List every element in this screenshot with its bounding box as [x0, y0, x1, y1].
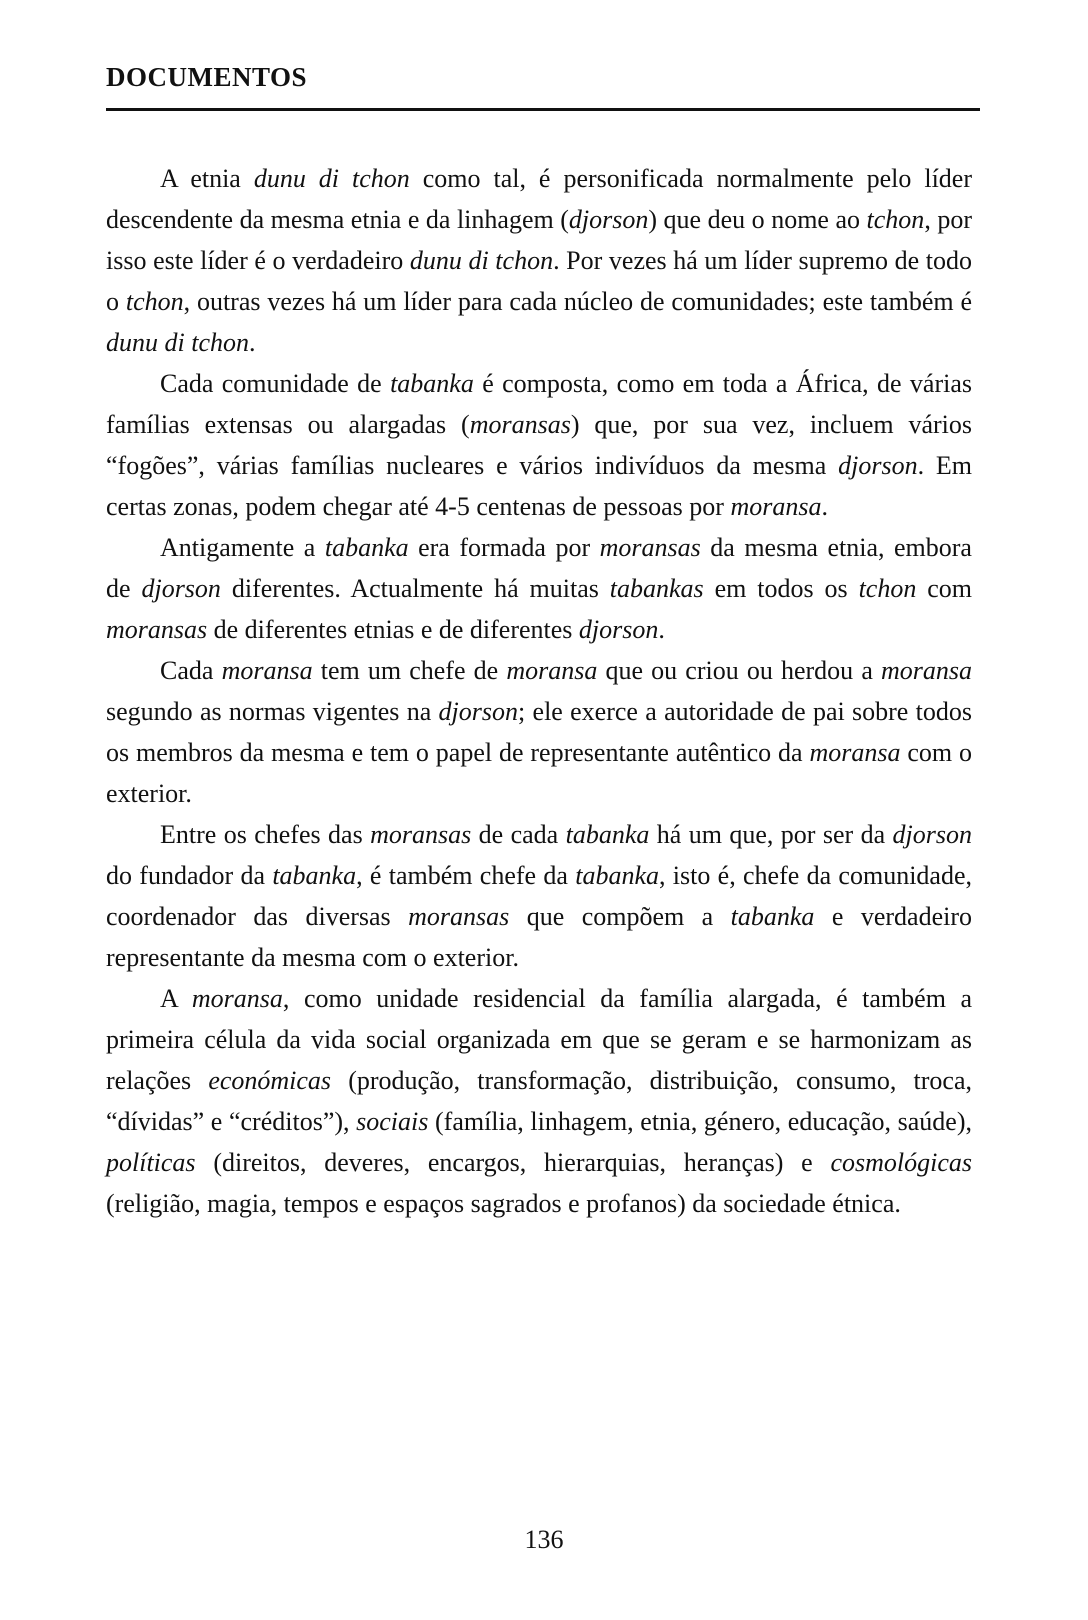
text-run: Entre os chefes das — [160, 820, 371, 849]
text-run: , por isso este líder é o verdadeiro — [106, 205, 972, 275]
italic-term: djorson — [141, 574, 221, 603]
italic-term: políticas — [106, 1148, 196, 1177]
text-run: era formada por — [408, 533, 600, 562]
text-run: A etnia — [160, 164, 254, 193]
italic-term: sociais — [356, 1107, 429, 1136]
text-run: que compõem a — [509, 902, 731, 931]
text-run: segundo as normas vigentes na — [106, 697, 439, 726]
italic-term: dunu di tchon — [253, 164, 410, 193]
text-run: , isto é, chefe da comunidade, coordenador das diversas — [106, 861, 972, 931]
italic-term: tabankas — [609, 574, 704, 603]
text-run: da mesma etnia, embora de — [106, 533, 972, 603]
italic-term: djorson — [568, 205, 649, 234]
italic-term: tabanka — [575, 861, 659, 890]
italic-term: tabanka — [324, 533, 409, 562]
text-run: tem um chefe de — [312, 656, 507, 685]
text-run: como tal, é personificada normalmente pelo líder descendente da mesma etnia e da linhagem ( — [106, 164, 972, 234]
text-run: de diferentes etnias e de diferentes — [207, 615, 579, 644]
paragraph — [106, 650, 972, 814]
text-run: e verdadeiro representante da mesma com o exterior. — [106, 902, 973, 972]
italic-term: económicas — [208, 1066, 332, 1095]
italic-term: moransas — [106, 615, 208, 644]
text-run: é composta, como em toda a África, de várias famílias extensas ou alargadas ( — [106, 369, 972, 439]
paragraph — [106, 363, 972, 527]
running-title: DOCUMENTOS — [106, 62, 308, 92]
paragraph — [106, 978, 972, 1224]
italic-term: djorson — [578, 615, 659, 644]
text-run: , é também chefe da — [356, 861, 576, 890]
italic-term: moransas — [370, 820, 472, 849]
text-run: que ou criou ou herdou a — [597, 656, 881, 685]
header-rule — [106, 108, 980, 111]
text-run: (produção, transformação, distribuição, consumo, troca, “dívidas” e “créditos”), — [106, 1066, 972, 1136]
text-run: , outras vezes há um líder para cada núcleo de comunidades; este também é — [183, 287, 973, 316]
text-run: A — [160, 984, 192, 1013]
text-run: . Por vezes há um líder supremo de todo o — [106, 246, 972, 316]
text-run: há um que, por ser da — [649, 820, 893, 849]
italic-term: moransa — [191, 984, 283, 1013]
italic-term: moransas — [599, 533, 701, 562]
italic-term: dunu di tchon — [106, 328, 249, 357]
italic-term: djorson — [892, 820, 972, 849]
italic-term: moransa — [881, 656, 973, 685]
text-run: com — [916, 574, 973, 603]
text-run: (direitos, deveres, encargos, hierarquias, heranças) e — [195, 1148, 831, 1177]
paragraph — [106, 158, 972, 363]
text-run: Cada — [160, 656, 222, 685]
italic-term: tabanka — [565, 820, 650, 849]
body-text — [106, 158, 972, 1224]
italic-term: moransa — [730, 492, 822, 521]
italic-term: djorson — [438, 697, 519, 726]
italic-term: tchon — [858, 574, 917, 603]
italic-term: tchon — [866, 205, 925, 234]
italic-term: moransas — [469, 410, 571, 439]
text-run: . — [658, 615, 665, 644]
text-run: ; ele exerce a autoridade de pai sobre todos os membros da mesma e tem o papel de representante autêntico da — [106, 697, 972, 767]
text-run: . Em certas zonas, podem chegar até 4-5 centenas de pessoas por — [106, 451, 972, 521]
text-run: (família, linhagem, etnia, género, educação, saúde), — [428, 1107, 972, 1136]
paragraph — [106, 814, 972, 978]
italic-term: tabanka — [272, 861, 357, 890]
italic-term: cosmológicas — [830, 1148, 972, 1177]
italic-term: tchon — [125, 287, 184, 316]
text-run: do fundador da — [106, 861, 273, 890]
page-number: 136 — [524, 1525, 564, 1554]
text-run: com o exterior. — [106, 738, 972, 808]
text-run: . — [821, 492, 828, 521]
italic-term: moransa — [809, 738, 901, 767]
text-run: de cada — [471, 820, 566, 849]
italic-term: tabanka — [730, 902, 815, 931]
italic-term: moransa — [221, 656, 313, 685]
text-run: ) que, por sua vez, incluem vários “fogões”, várias famílias nucleares e vários indivíduos da mesma — [106, 410, 972, 480]
text-run: Cada comunidade de — [160, 369, 391, 398]
paragraph — [106, 527, 972, 650]
text-run: Antigamente a — [160, 533, 325, 562]
text-run: ) que deu o nome ao — [648, 205, 867, 234]
italic-term: dunu di tchon — [409, 246, 554, 275]
text-run: . — [249, 328, 256, 357]
italic-term: moransas — [408, 902, 510, 931]
italic-term: djorson — [838, 451, 918, 480]
text-run: diferentes. Actualmente há muitas — [220, 574, 610, 603]
text-run: , como unidade residencial da família alargada, é também a primeira célula da vida social organizada em que se geram e se harmonizam as relações — [106, 984, 972, 1095]
italic-term: moransa — [506, 656, 598, 685]
text-run: (religião, magia, tempos e espaços sagrados e profanos) da sociedade étnica. — [106, 1189, 901, 1218]
italic-term: tabanka — [390, 369, 474, 398]
text-run: em todos os — [703, 574, 859, 603]
